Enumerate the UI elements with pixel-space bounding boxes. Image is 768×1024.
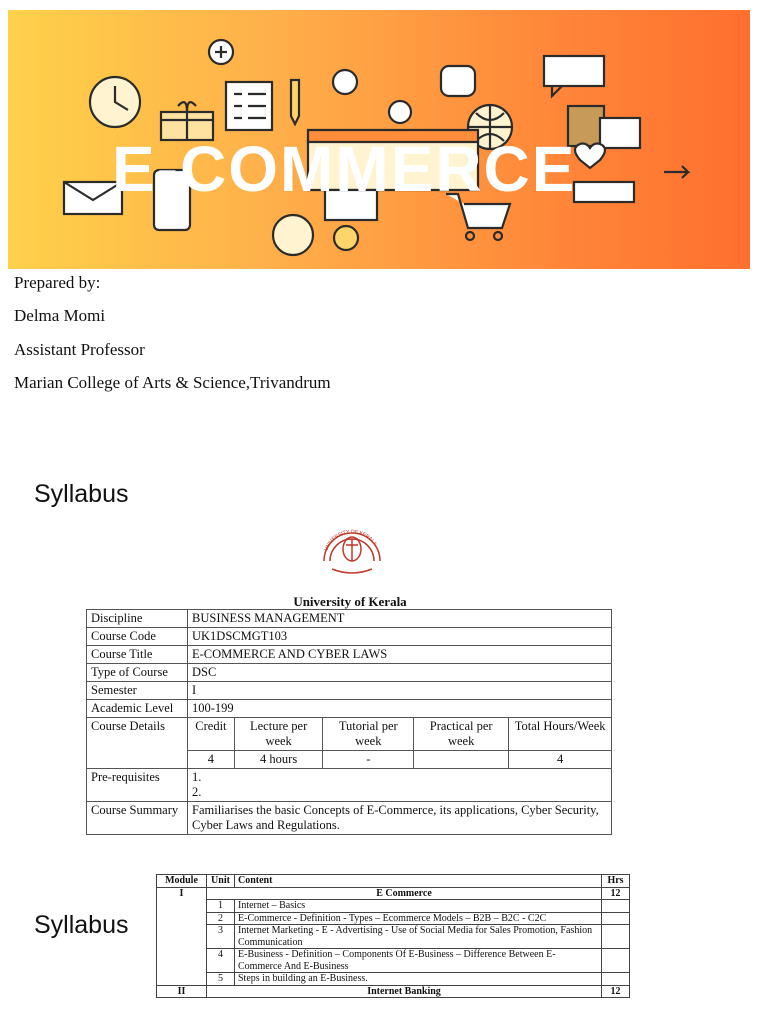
unit-content: Steps in building an E-Business. xyxy=(235,973,602,986)
details-header-total: Total Hours/Week xyxy=(509,718,612,751)
ecommerce-banner xyxy=(8,10,750,269)
modules-table xyxy=(156,874,630,998)
unit-number: 5 xyxy=(207,973,235,986)
syllabus-heading: Syllabus xyxy=(34,480,129,508)
table-row xyxy=(87,664,612,682)
details-header-tutorial: Tutorial per week xyxy=(323,718,414,751)
unit-content: Internet – Basics xyxy=(235,900,602,913)
academic-level-label: Academic Level xyxy=(87,700,188,718)
hrs-header: Hrs xyxy=(602,875,630,888)
table-row xyxy=(157,985,630,998)
unit-hours xyxy=(602,973,630,986)
banknote-icon xyxy=(574,182,634,202)
unit-content: Internet Marketing - E - Advertising - Use of Social Media for Sales Promotion, Fashion Communication xyxy=(235,925,602,949)
banner-title: E-COMMERCE xyxy=(112,133,577,205)
prepared-by-label: Prepared by: xyxy=(14,273,101,292)
module-header: Module xyxy=(157,875,207,888)
unit-header: Unit xyxy=(207,875,235,888)
prerequisite-1: 1. xyxy=(192,770,202,784)
module-number: I xyxy=(157,887,207,985)
unit-hours xyxy=(602,949,630,973)
semester-value: I xyxy=(188,682,612,700)
course-info-table xyxy=(86,609,612,835)
discipline-label: Discipline xyxy=(87,610,188,628)
details-header-lecture: Lecture per week xyxy=(234,718,323,751)
table-row xyxy=(157,925,630,949)
gear-icon xyxy=(273,215,313,255)
course-type-label: Type of Course xyxy=(87,664,188,682)
university-seal-icon xyxy=(316,521,388,581)
university-title: University of Kerala xyxy=(293,594,407,609)
table-row xyxy=(87,802,612,835)
unit-number: 2 xyxy=(207,912,235,925)
course-summary-value: Familiarises the basic Concepts of E-Commerce, its applications, Cyber Security, Cyber Laws and Regulations. xyxy=(188,802,612,835)
table-row xyxy=(157,912,630,925)
table-row xyxy=(87,769,612,802)
unit-content: E-Commerce - Definition - Types – Ecommerce Models – B2B – B2C - C2C xyxy=(235,912,602,925)
table-row xyxy=(157,973,630,986)
pencil-icon xyxy=(291,80,299,124)
table-row xyxy=(157,949,630,973)
table-row xyxy=(157,900,630,913)
details-lecture-value: 4 hours xyxy=(234,751,323,769)
course-title-label: Course Title xyxy=(87,646,188,664)
details-total-value: 4 xyxy=(509,751,612,769)
chat-bubble-icon xyxy=(544,56,604,86)
academic-level-value: 100-199 xyxy=(188,700,612,718)
course-code-value: UK1DSCMGT103 xyxy=(188,628,612,646)
prerequisite-2: 2. xyxy=(192,785,202,799)
details-credit-value: 4 xyxy=(188,751,235,769)
details-tutorial-value: - xyxy=(323,751,414,769)
module-title: E Commerce xyxy=(207,887,602,900)
table-row xyxy=(87,718,612,751)
module-title: Internet Banking xyxy=(207,985,602,998)
author-institution: Marian College of Arts & Science,Trivandrum xyxy=(14,373,331,392)
table-row xyxy=(87,646,612,664)
course-type-value: DSC xyxy=(188,664,612,682)
author-position: Assistant Professor xyxy=(14,340,145,359)
table-row xyxy=(87,700,612,718)
table-header-row xyxy=(157,875,630,888)
discipline-value: BUSINESS MANAGEMENT xyxy=(188,610,612,628)
course-title-value: E-COMMERCE AND CYBER LAWS xyxy=(188,646,612,664)
table-row xyxy=(87,610,612,628)
unit-number: 1 xyxy=(207,900,235,913)
unit-hours xyxy=(602,912,630,925)
course-code-label: Course Code xyxy=(87,628,188,646)
semester-label: Semester xyxy=(87,682,188,700)
author-name: Delma Momi xyxy=(14,306,106,325)
prerequisites-label: Pre-requisites xyxy=(87,769,188,802)
table-row xyxy=(157,887,630,900)
content-header: Content xyxy=(235,875,602,888)
module-number: II xyxy=(157,985,207,998)
module-hours: 12 xyxy=(602,887,630,900)
prerequisites-value xyxy=(188,769,612,802)
syllabus-heading-2: Syllabus xyxy=(34,911,129,939)
dollar-coin-icon xyxy=(333,70,357,94)
course-details-label: Course Details xyxy=(87,718,188,769)
details-header-practical: Practical per week xyxy=(414,718,509,751)
details-header-credit: Credit xyxy=(188,718,235,751)
percent-icon xyxy=(441,66,475,96)
arrow-icon xyxy=(664,166,688,178)
seal-text: UNIVERSITY OF KERALA xyxy=(323,528,378,552)
module-hours: 12 xyxy=(602,985,630,998)
table-row xyxy=(87,628,612,646)
unit-hours xyxy=(602,900,630,913)
details-practical-value xyxy=(414,751,509,769)
table-row xyxy=(87,682,612,700)
unit-number: 3 xyxy=(207,925,235,949)
course-summary-label: Course Summary xyxy=(87,802,188,835)
unit-number: 4 xyxy=(207,949,235,973)
heart-icon xyxy=(575,144,605,169)
unit-hours xyxy=(602,925,630,949)
unit-content: E-Business - Definition – Components Of E-Business – Difference Between E-Commerce And E-Business xyxy=(235,949,602,973)
